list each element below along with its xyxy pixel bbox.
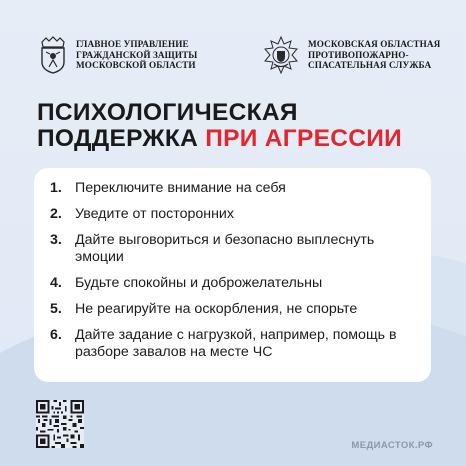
- list-item-number: 3.: [50, 232, 62, 248]
- fire-service-emblem-icon: [262, 36, 300, 74]
- list-item: [50, 275, 419, 292]
- header: [0, 0, 466, 96]
- site-link[interactable]: МЕДИАСТОК.РФ: [351, 440, 433, 451]
- list-item: [50, 180, 419, 197]
- list-item-text: Дайте задание с нагрузкой, например, помощь в разборе завалов на месте ЧС: [75, 327, 397, 360]
- moscow-region-coat-of-arms-icon: [38, 36, 68, 74]
- list-item: [50, 232, 419, 266]
- list-item-text: Не реагируйте на оскорбления, не спорьте: [75, 301, 358, 317]
- list-item-text: Уведите от посторонних: [75, 206, 234, 222]
- list-item-number: 1.: [50, 180, 62, 196]
- org-left: [38, 36, 208, 74]
- page-title: [37, 100, 402, 152]
- list-item-number: 2.: [50, 206, 62, 222]
- title-line-1: ПСИХОЛОГИЧЕСКАЯ: [37, 99, 298, 126]
- list-item: [50, 206, 419, 223]
- tips-card: [34, 168, 431, 382]
- list-item: [50, 327, 419, 361]
- title-line-2: [37, 126, 402, 152]
- list-item-text: Переключите внимание на себя: [75, 180, 286, 196]
- list-item-text: Будьте спокойны и доброжелательны: [75, 275, 323, 291]
- org-right: [262, 36, 440, 74]
- org-left-name: ГЛАВНОЕ УПРАВЛЕНИЕ ГРАЖДАНСКОЙ ЗАЩИТЫ МОСКОВСКОЙ ОБЛАСТИ: [76, 39, 198, 71]
- title-dark-part: ПОДДЕРЖКА: [37, 125, 206, 152]
- list-item-number: 6.: [50, 327, 62, 343]
- qr-code-icon[interactable]: [36, 400, 84, 448]
- title-red-part: ПРИ АГРЕССИИ: [205, 125, 403, 152]
- list-item-text: Дайте выговориться и безопасно выплеснуть эмоции: [75, 232, 375, 265]
- list-item-number: 5.: [50, 301, 62, 317]
- tips-list: [50, 180, 419, 361]
- list-item: [50, 301, 419, 318]
- list-item-number: 4.: [50, 275, 62, 291]
- org-right-name: МОСКОВСКАЯ ОБЛАСТНАЯ ПРОТИВОПОЖАРНО- СПАСАТЕЛЬНАЯ СЛУЖБА: [308, 39, 441, 71]
